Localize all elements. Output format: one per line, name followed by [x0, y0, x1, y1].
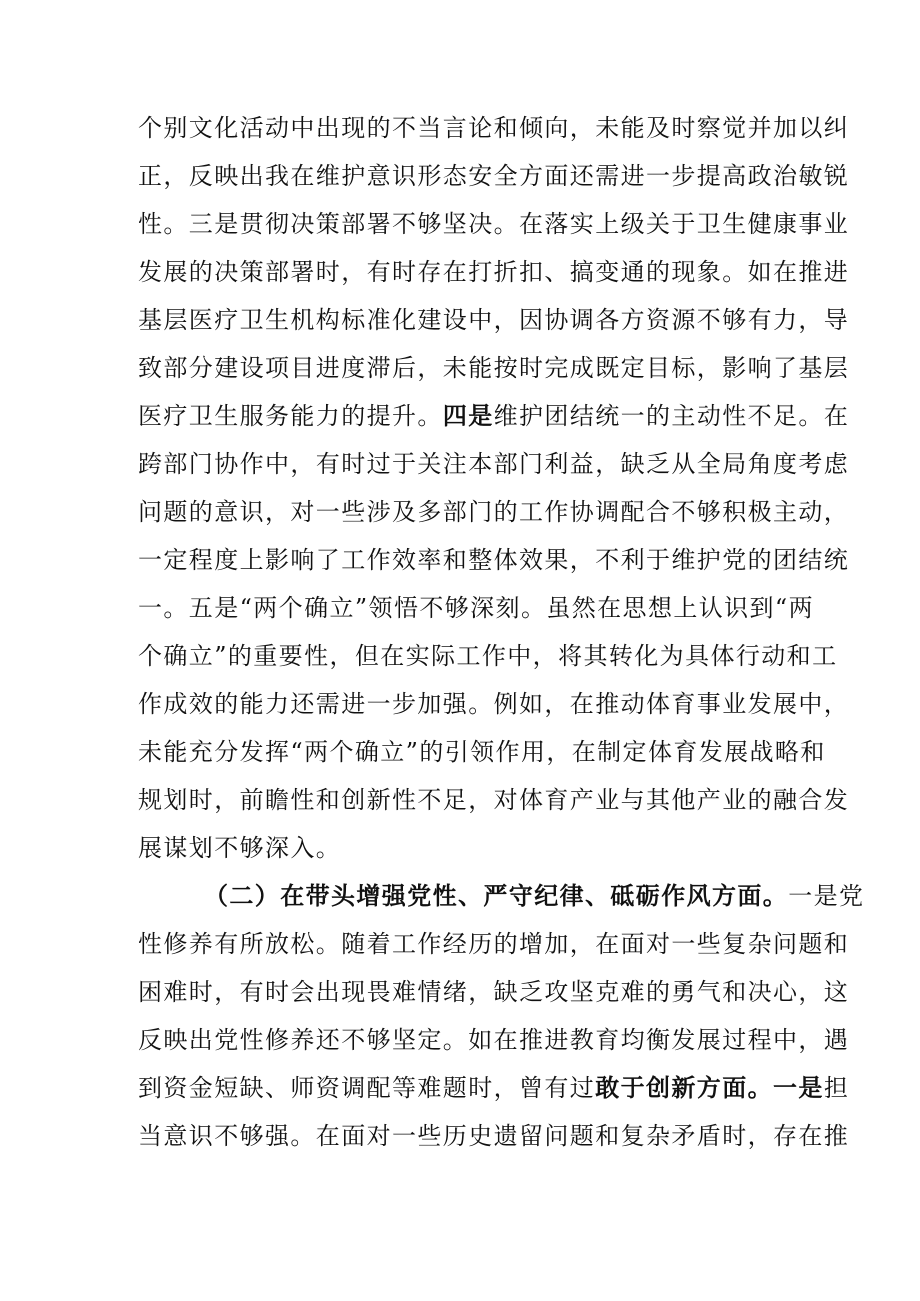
text-line — [138, 344, 850, 392]
text-line — [138, 632, 838, 680]
text-line — [138, 968, 850, 1016]
text-line — [138, 536, 850, 584]
text-segment: 一是党 — [788, 882, 865, 910]
text-line — [138, 392, 850, 440]
text-segment: 未能充分发挥“两个确立”的引领作用，在制定体育发展战略和 — [138, 738, 826, 766]
bold-text-segment: 敢于创新方面。一是 — [595, 1073, 824, 1102]
text-line — [138, 776, 850, 824]
text-segment: 维护团结统一的主动性不足。在 — [493, 402, 850, 430]
text-line — [138, 920, 850, 968]
text-line — [138, 872, 865, 920]
text-segment: 展谋划不够深入。 — [138, 834, 342, 862]
text-line — [138, 296, 850, 344]
bold-text-segment: （二）在带头增强党性、严守纪律、砥砺作风方面。 — [204, 881, 789, 910]
text-segment: 规划时，前瞻性和创新性不足，对体育产业与其他产业的融合发 — [138, 786, 850, 814]
text-segment: 反映出党性修养还不够坚定。如在推进教育均衡发展过程中，遇 — [138, 1026, 850, 1054]
text-segment: 发展的决策部署时，有时存在打折扣、搞变通的现象。如在推进 — [138, 258, 850, 286]
text-segment: 致部分建设项目进度滞后，未能按时完成既定目标，影响了基层 — [138, 354, 850, 382]
text-line — [138, 152, 850, 200]
text-line — [138, 104, 850, 152]
text-segment: 个别文化活动中出现的不当言论和倾向，未能及时察觉并加以纠 — [138, 114, 850, 142]
text-segment: 担 — [823, 1074, 850, 1102]
text-segment: 一。五是“两个确立”领悟不够深刻。虽然在思想上认识到“两 — [138, 594, 815, 622]
text-segment: 基层医疗卫生机构标准化建设中，因协调各方资源不够有力，导 — [138, 306, 850, 334]
text-line — [138, 680, 850, 728]
text-segment: 性修养有所放松。随着工作经历的增加，在面对一些复杂问题和 — [138, 930, 850, 958]
text-segment: 一定程度上影响了工作效率和整体效果，不利于维护党的团结统 — [138, 546, 850, 574]
text-line — [138, 440, 850, 488]
text-line — [138, 200, 850, 248]
text-line — [138, 728, 826, 776]
text-segment: 问题的意识，对一些涉及多部门的工作协调配合不够积极主动， — [138, 498, 850, 526]
text-line — [138, 1016, 850, 1064]
text-line — [138, 248, 850, 296]
text-segment: 正，反映出我在维护意识形态安全方面还需进一步提高政治敏锐 — [138, 162, 850, 190]
text-line — [138, 1064, 850, 1112]
text-segment: 性。三是贯彻决策部署不够坚决。在落实上级关于卫生健康事业 — [138, 210, 850, 238]
text-line — [138, 1112, 850, 1160]
text-line — [138, 824, 788, 872]
text-line — [138, 584, 815, 632]
text-line — [138, 488, 850, 536]
text-segment: 到资金短缺、师资调配等难题时，曾有过 — [138, 1074, 596, 1102]
text-segment: 医疗卫生服务能力的提升。 — [138, 402, 443, 430]
bold-text-segment: 四是 — [442, 401, 494, 430]
text-segment: 作成效的能力还需进一步加强。例如，在推动体育事业发展中， — [138, 690, 850, 718]
text-segment: 跨部门协作中，有时过于关注本部门利益，缺乏从全局角度考虑 — [138, 450, 850, 478]
text-segment: 个确立”的重要性，但在实际工作中，将其转化为具体行动和工 — [138, 642, 838, 670]
text-segment: 当意识不够强。在面对一些历史遗留问题和复杂矛盾时，存在推 — [138, 1122, 850, 1150]
body-text — [138, 104, 865, 1160]
text-segment: 困难时，有时会出现畏难情绪，缺乏攻坚克难的勇气和决心，这 — [138, 978, 850, 1006]
